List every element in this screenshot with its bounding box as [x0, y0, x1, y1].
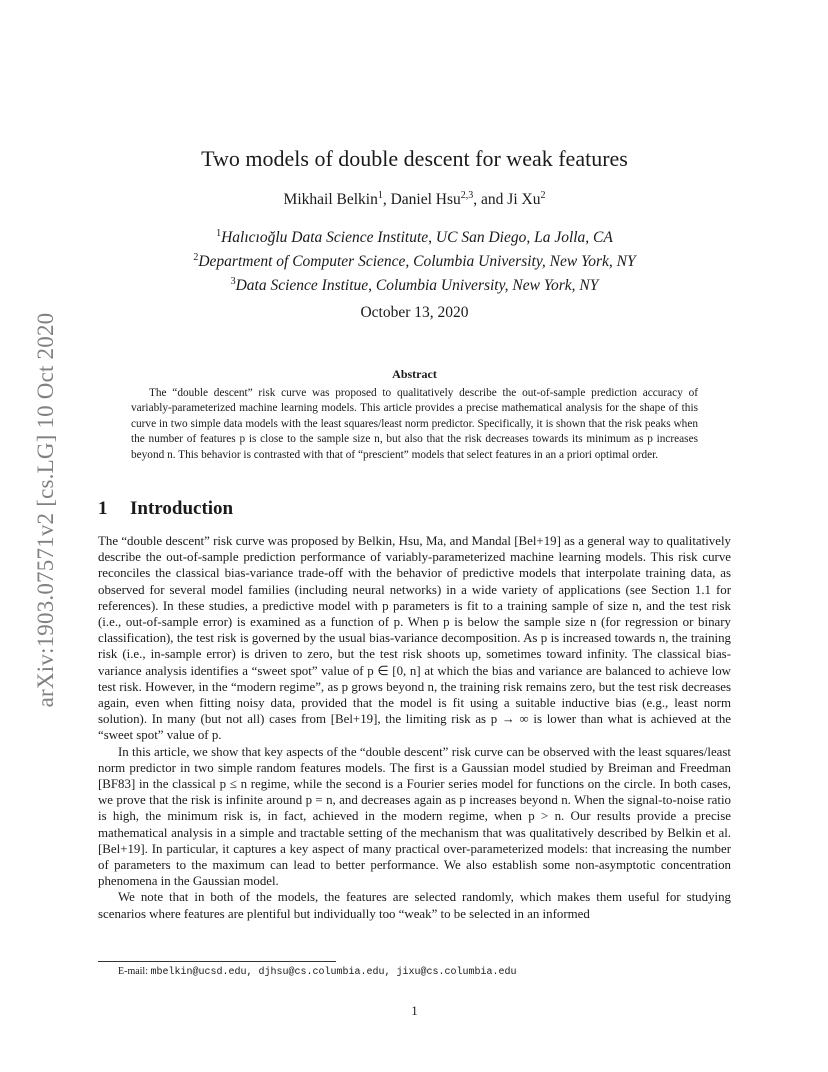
- page-number: 1: [411, 1003, 418, 1018]
- footnote-emails: mbelkin@ucsd.edu, djhsu@cs.columbia.edu, jixu@cs.columbia.edu: [150, 967, 517, 978]
- affiliation-mark: 1: [216, 228, 222, 239]
- author-affiliation-mark: 2: [540, 190, 546, 201]
- footnote-label: E-mail:: [118, 966, 151, 977]
- affiliation-text: Halıcıoğlu Data Science Institute, UC San Diego, La Jolla, CA: [221, 229, 613, 247]
- affiliation-line: [98, 248, 731, 272]
- author-name: Daniel Hsu: [390, 191, 461, 209]
- author-name: Mikhail Belkin: [283, 191, 378, 209]
- author-affiliation-mark: 2,3: [460, 190, 474, 201]
- paper-title: Two models of double descent for weak features: [201, 146, 628, 171]
- section-title: Introduction: [130, 498, 234, 519]
- publication-date: October 13, 2020: [360, 304, 469, 321]
- affiliation-text: Department of Computer Science, Columbia University, New York, NY: [198, 253, 636, 271]
- affiliation-list: [98, 224, 731, 296]
- body-paragraph: We note that in both of the models, the features are selected randomly, which makes them useful for studying scenarios where features are plentiful but individually too “weak” to be selected in an informed: [98, 890, 731, 921]
- author-separator: , and: [473, 191, 508, 209]
- affiliation-mark: 2: [193, 252, 199, 264]
- footnote-divider: [98, 961, 336, 962]
- author-affiliation-mark: 1: [377, 190, 383, 201]
- body-paragraph: The “double descent” risk curve was proposed by Belkin, Hsu, Ma, and Mandal [Bel+19] as a general way to qualitatively describe the out-of-sample prediction performance of variably-parameterized machine learning models. This risk curve reconciles the classical bias-variance trade-off with the behavior of predictive models that interpolate training data, as observed for several model families (including neural networks) in a wide variety of applications (see Section 1.1 for references). In these studies, a predictive model with p parameters is fit to a training sample of size n, and the test risk (i.e., out-of-sample error) is examined as a function of p. When p is below the sample size n (for regression or binary classification), the test risk is governed by the usual bias-variance decomposition. As p is increased towards n, the training risk (i.e., in-sample error) is driven to zero, but the test risk shoots up, sometimes toward infinity. The classical bias-variance analysis identifies a “sweet spot” value of p ∈ [0, n] at which the bias and variance are balanced to achieve low test risk. However, in the “modern regime”, as p grows beyond n, the training risk remains zero, but the test risk decreases again, even when fitting noisy data, provided that the model is fit using a suitable inductive bias (e.g., least norm solution). In many (but not all) cases from [Bel+19], the limiting risk as p → ∞ is lower than what is achieved at the “sweet spot” value of p.: [98, 534, 731, 743]
- author-separator: ,: [382, 191, 391, 209]
- arxiv-identifier: arXiv:1903.07571v2 [cs.LG] 10 Oct 2020: [33, 312, 58, 708]
- abstract-text: The “double descent” risk curve was proposed to qualitatively describe the out-of-sample prediction accuracy of variably-parameterized machine learning models. This article provides a precise mathematical analysis for the shape of this curve in two simple data models with the least squares/least norm predictor. Specifically, it is shown that the risk peaks when the number of features p is close to the sample size n, but also that the risk decreases towards its minimum as p increases beyond n. This behavior is contrasted with that of “prescient” models that select features in an a priori optimal order.: [131, 387, 698, 461]
- affiliation-mark: 3: [230, 276, 236, 288]
- body-paragraph: In this article, we show that key aspects of the “double descent” risk curve can be observed with the least squares/least norm predictor in two simple random features models. The first is a Gaussian model studied by Breiman and Freedman [BF83] in the classical p ≤ n regime, while the second is a Fourier series model for functions on the circle. In both cases, we prove that the risk is infinite around p = n, and decreases again as p increases beyond n. When the signal-to-noise ratio is high, the minimum risk is, in fact, achieved in the modern regime, when p > n. Our results provide a precise mathematical analysis in a simple and tractable setting of the mechanism that was qualitatively described by Belkin et al. [Bel+19]. In particular, it captures a key aspect of many practical over-parameterized models: that increasing the number of parameters to the maximum can lead to better performance. We also establish some non-asymptotic concentration phenomena in the Gaussian model.: [98, 744, 731, 889]
- arxiv-side-stamp: [30, 290, 62, 730]
- affiliation-line: [98, 224, 731, 248]
- abstract-heading: Abstract: [392, 367, 437, 381]
- affiliation-text: Data Science Institue, Columbia University, New York, NY: [235, 277, 599, 295]
- footnote: [118, 966, 728, 978]
- affiliation-line: [98, 272, 731, 296]
- body-text: [98, 533, 731, 922]
- section-heading: [98, 498, 731, 520]
- author-name: Ji Xu: [507, 191, 541, 209]
- author-list: [98, 190, 731, 209]
- section-number: 1: [98, 498, 108, 519]
